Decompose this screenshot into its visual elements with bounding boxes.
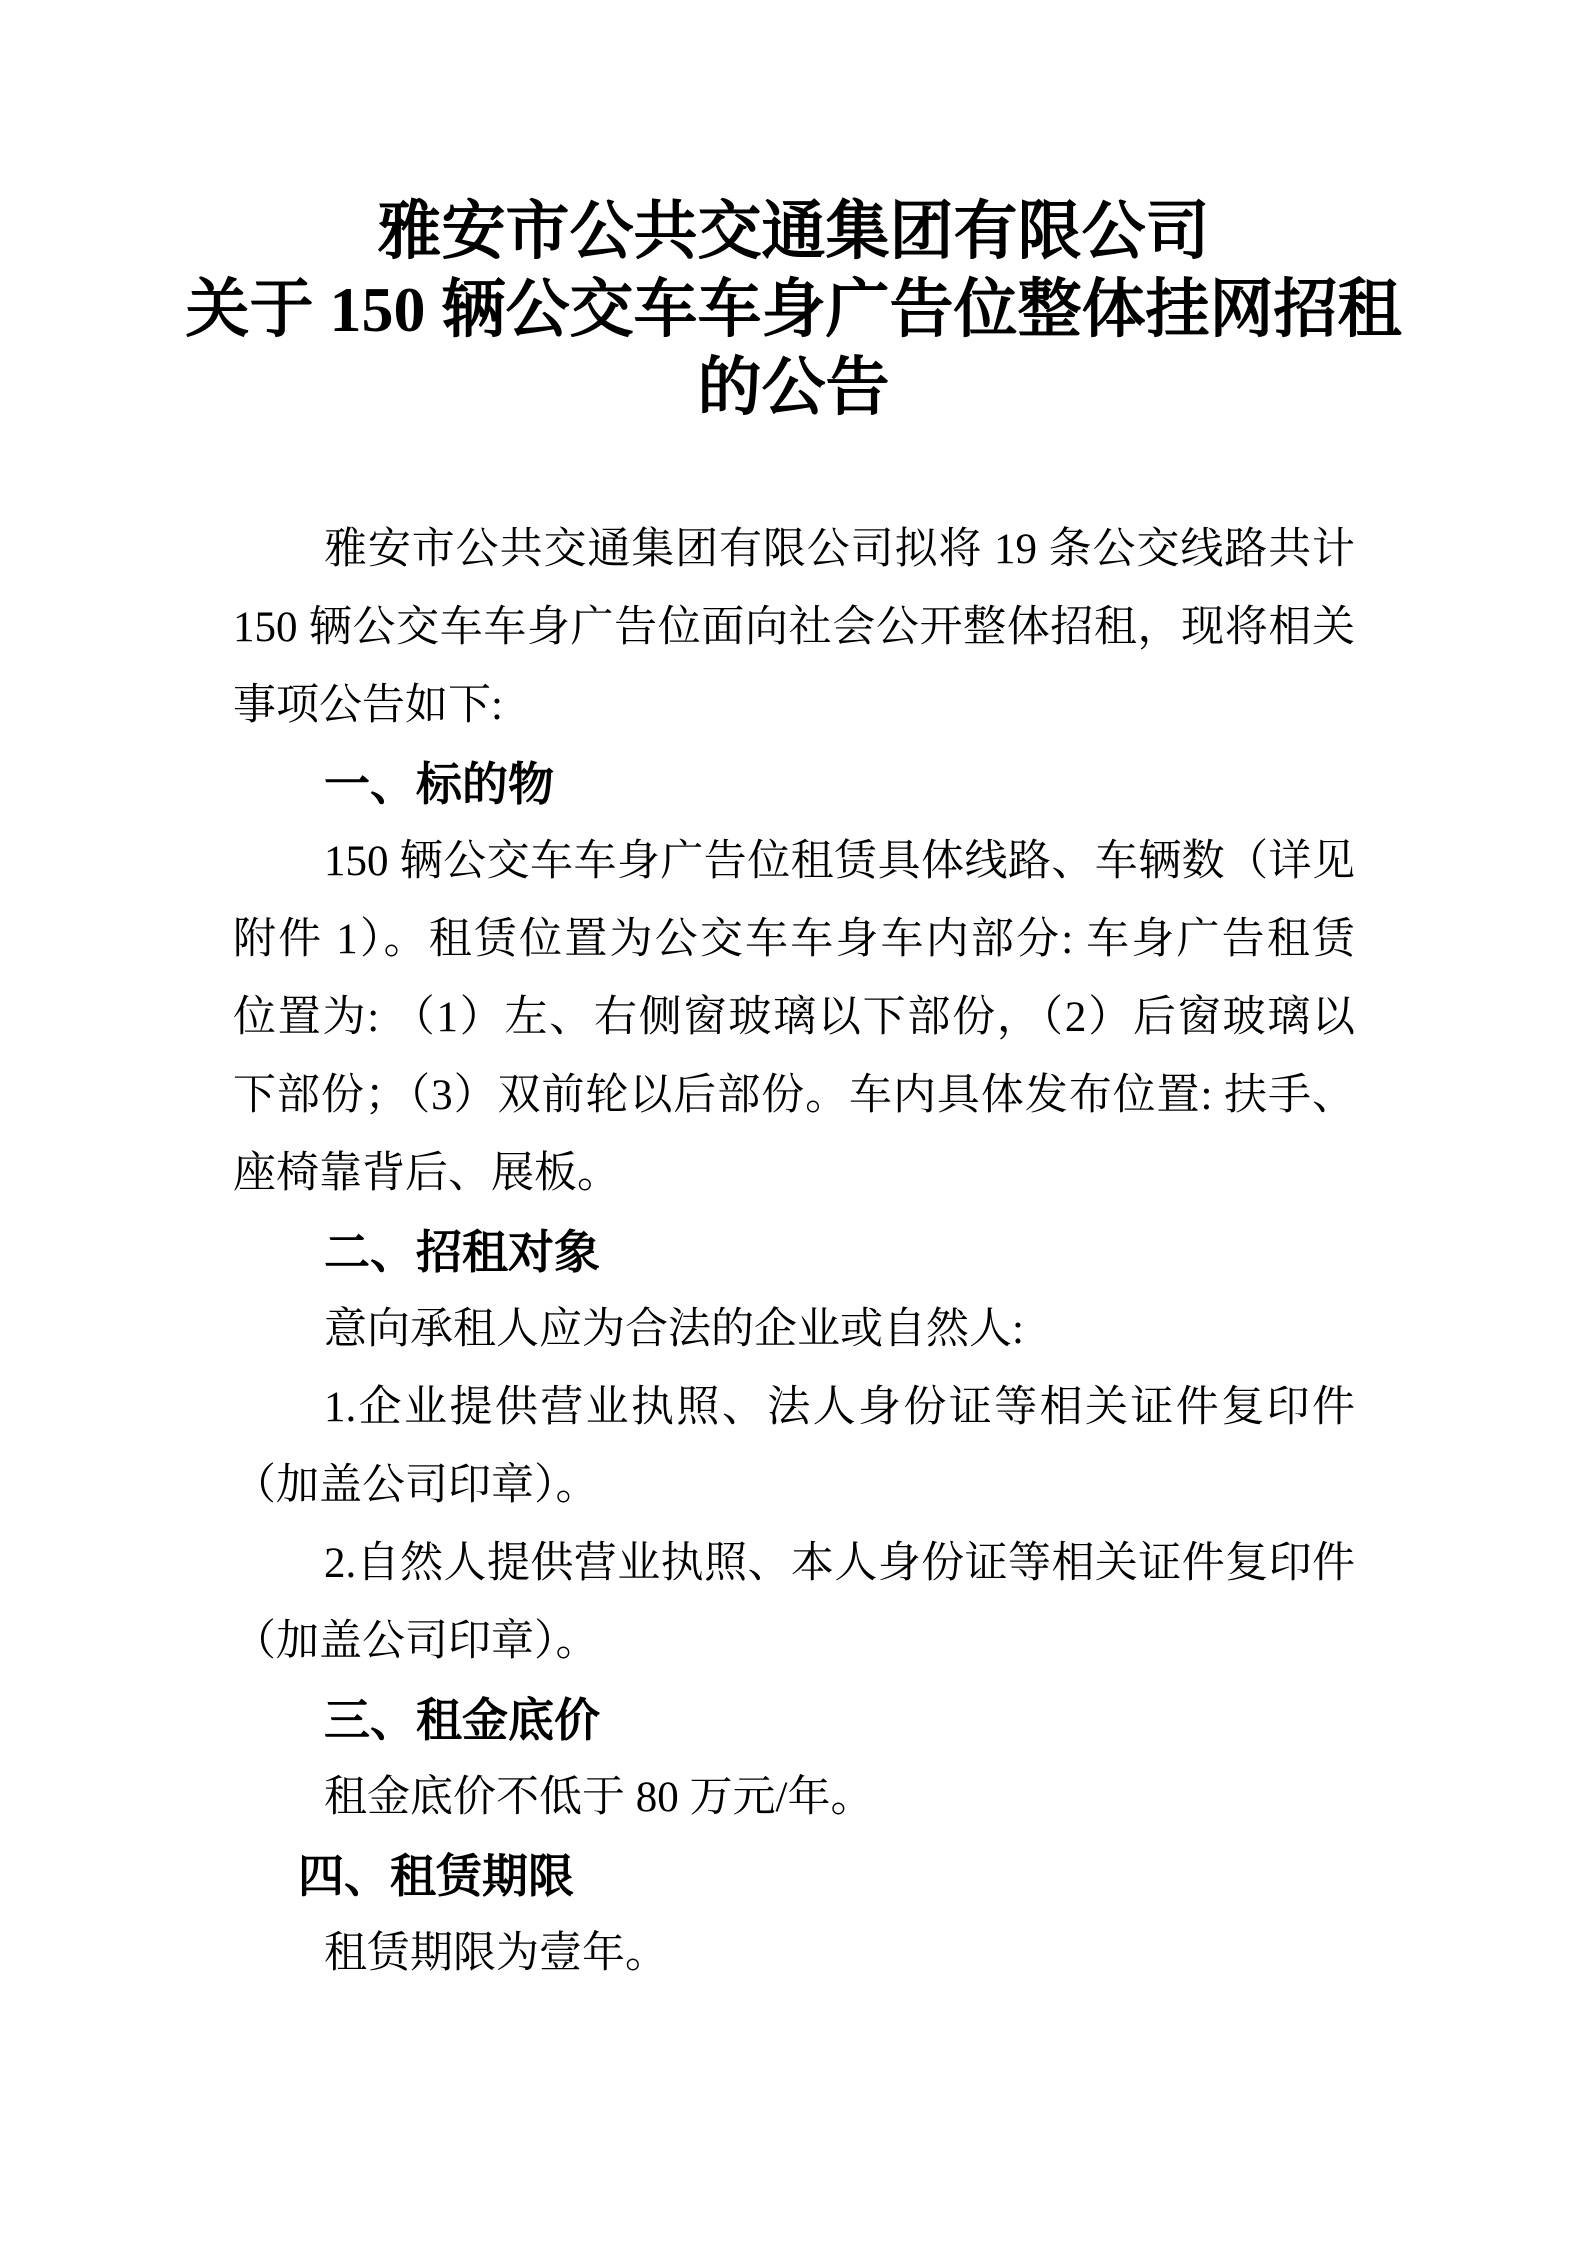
text-line: 一、标的物 <box>324 758 554 810</box>
document-body <box>233 511 1355 1993</box>
text-line: 1.企业提供营业执照、法人身份证等相关证件复印件 <box>324 1384 1355 1431</box>
title-line: 关于 150 辆公交车车身广告位整体挂网招租 <box>185 274 1402 345</box>
text-line: 150 辆公交车车身广告位租赁具体线路、车辆数（详见 <box>324 838 1355 885</box>
title-line: 的公告 <box>697 352 890 423</box>
text-line: 下部份；（3）双前轮以后部份。车内具体发布位置: 扶手、 <box>233 1072 1355 1119</box>
text-line: （加盖公司印章）。 <box>233 1462 599 1509</box>
text-line: 150 辆公交车车身广告位面向社会公开整体招租，现将相关 <box>233 604 1355 651</box>
document-title <box>60 193 1527 427</box>
text-line: 四、租赁期限 <box>298 1850 574 1902</box>
section-heading <box>233 1681 1355 1759</box>
text-line: 事项公告如下: <box>233 682 503 729</box>
paragraph <box>233 511 1355 745</box>
text-line: 二、招租对象 <box>324 1226 600 1278</box>
text-line: 雅安市公共交通集团有限公司拟将 19 条公交线路共计 <box>324 526 1355 573</box>
text-line: 位置为: （1）左、右侧窗玻璃以下部份，（2）后窗玻璃以 <box>233 994 1355 1041</box>
text-line: 附件 1）。租赁位置为公交车车身车内部分: 车身广告租赁 <box>233 916 1355 963</box>
text-line: （加盖公司印章）。 <box>233 1618 599 1665</box>
paragraph <box>233 823 1355 1213</box>
paragraph <box>233 1369 1355 1525</box>
section-heading <box>233 1837 1355 1915</box>
text-line: 意向承租人应为合法的企业或自然人: <box>324 1306 1024 1353</box>
paragraph <box>233 1525 1355 1681</box>
paragraph <box>233 1915 1355 1993</box>
title-line: 雅安市公共交通集团有限公司 <box>377 196 1210 267</box>
text-line: 2.自然人提供营业执照、本人身份证等相关证件复印件 <box>324 1540 1355 1587</box>
text-line: 租赁期限为壹年。 <box>324 1930 668 1977</box>
text-line: 租金底价不低于 80 万元/年。 <box>324 1774 874 1821</box>
section-heading <box>233 1213 1355 1291</box>
paragraph <box>233 1291 1355 1369</box>
section-heading <box>233 745 1355 823</box>
text-line: 座椅靠背后、展板。 <box>233 1150 620 1197</box>
paragraph <box>233 1759 1355 1837</box>
text-line: 三、租金底价 <box>324 1694 600 1746</box>
